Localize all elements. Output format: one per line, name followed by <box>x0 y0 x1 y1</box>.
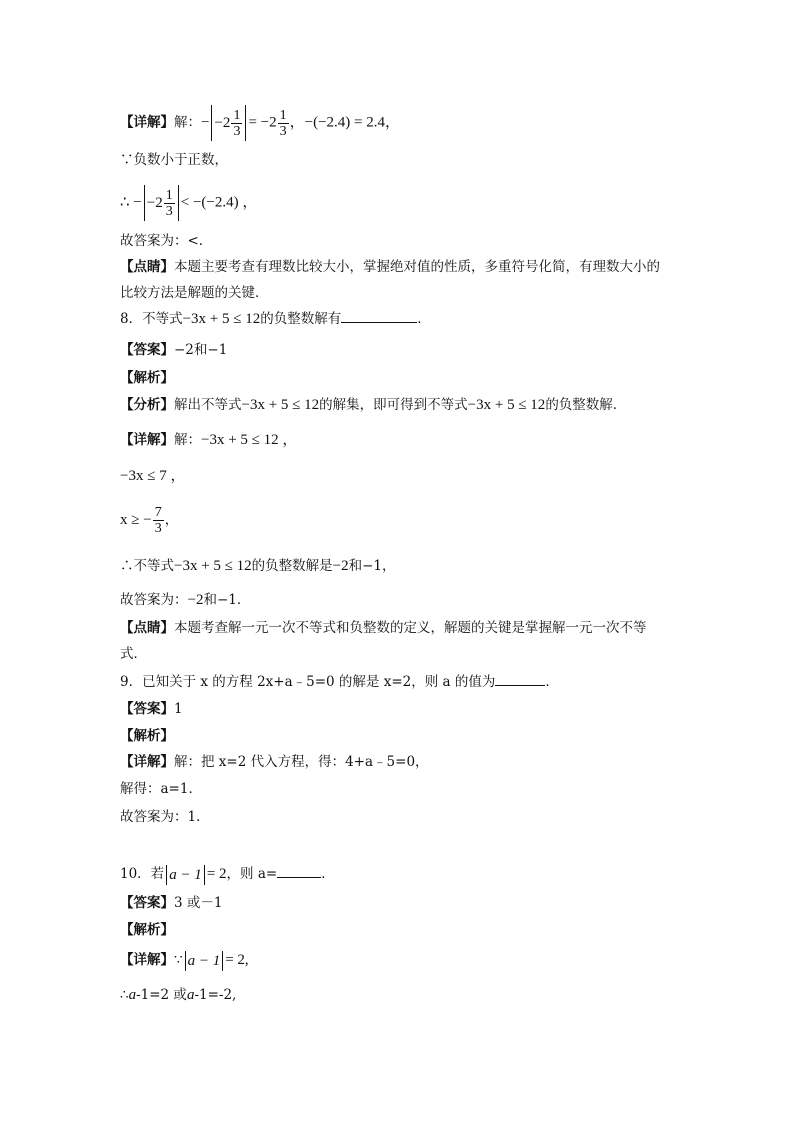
frac-den: 3 <box>233 124 241 140</box>
m2: −3x + 5 ≤ 12 <box>467 397 546 413</box>
fraction <box>231 108 242 139</box>
math-minus: − <box>201 114 210 131</box>
abs-value: a − 1 <box>185 951 224 971</box>
fraction <box>164 188 175 219</box>
comment-8b: 式． <box>120 646 147 662</box>
detail-eq: = 2, <box>225 952 249 968</box>
abs-value <box>144 185 179 221</box>
answer-tag: 【答案】 <box>120 895 174 911</box>
t3: 和−1， <box>348 558 396 574</box>
q-eq: = 2 <box>206 866 227 882</box>
detail-tag: 【详解】 <box>120 754 174 770</box>
q-end: ． <box>417 311 431 327</box>
step-10 <box>120 985 236 1005</box>
detail-tag: 【详解】 <box>120 114 174 131</box>
detail-line-1 <box>120 105 400 141</box>
math-int: −2 <box>146 195 163 211</box>
answer-tag: 【答案】 <box>120 342 174 358</box>
math-eq: = −2 <box>248 114 277 131</box>
step-8d <box>120 590 250 610</box>
t3: 的负整数解． <box>545 397 627 413</box>
step-8c <box>120 556 396 576</box>
q-text: 10．若 <box>120 866 165 882</box>
frac-den: 3 <box>165 204 173 220</box>
answer-blank <box>277 865 321 878</box>
m1: −3x + 5 ≤ 12 <box>241 397 320 413</box>
math-compare: < −(−2.4) ， <box>180 194 258 211</box>
frac-den: 3 <box>154 521 162 536</box>
m1: −2 <box>187 592 204 608</box>
analysis-tag-8: 【解析】 <box>120 370 174 386</box>
question-10 <box>120 864 335 885</box>
answer-text: 3 或－1 <box>174 895 223 911</box>
fraction <box>153 505 164 536</box>
text-solution: 解： <box>174 114 201 131</box>
detail-9 <box>120 752 429 772</box>
fraction-2 <box>278 108 289 139</box>
comment-tag: 【点睛】 <box>120 620 174 636</box>
detail-pre: 解： <box>174 432 201 448</box>
q-math: −3x + 5 ≤ 12 <box>182 311 261 327</box>
t1: 故答案为： <box>120 592 188 608</box>
abs-value: a − 1 <box>166 865 205 885</box>
frac-num: 1 <box>279 107 287 123</box>
answer-9 <box>120 699 183 719</box>
detail-math: −3x + 5 ≤ 12 ， <box>201 432 298 448</box>
frac-num: 7 <box>154 505 162 520</box>
t3: -1=-2, <box>194 987 237 1003</box>
therefore-line <box>120 185 257 221</box>
question-9 <box>120 672 559 692</box>
comment-text: 本题考查解一元一次不等式和负整数的定义，解题的关键是掌握解一元一次不等 <box>174 620 647 636</box>
t1: 解出不等式 <box>174 397 242 413</box>
detail-10 <box>120 950 249 971</box>
math-compare: ，−(−2.4) = 2.4， <box>289 114 400 131</box>
t2: 的负整数解是 <box>251 558 333 574</box>
analysis-tag-9: 【解析】 <box>120 728 174 744</box>
question-8 <box>120 309 431 329</box>
step-8a: −3x ≤ 7 ， <box>120 468 186 484</box>
answer-blank <box>341 310 417 323</box>
frac-num: 1 <box>233 108 241 124</box>
answer-10 <box>120 893 222 913</box>
m2: a <box>186 987 195 1003</box>
detail-8 <box>120 430 297 450</box>
answer-text: −2和−1 <box>174 342 228 358</box>
line-negative: ∵负数小于正数， <box>120 152 228 168</box>
step-9a: 解得：a=1． <box>120 781 202 797</box>
t2: -1=2 或 <box>136 987 187 1003</box>
q-text-2: 的负整数解有 <box>260 311 342 327</box>
step-post: ， <box>164 512 179 528</box>
q-end: ． <box>545 674 559 690</box>
answer-line: 故答案为：<． <box>120 233 213 249</box>
abs-value <box>211 105 246 141</box>
q-text: 9．已知关于 x 的方程 2x+a﹣5=0 的解是 x=2，则 a 的值为 <box>120 674 496 690</box>
frac-num: 1 <box>165 188 173 204</box>
q-text: 8．不等式 <box>120 311 183 327</box>
step-9b: 故答案为：1． <box>120 809 210 825</box>
detail-tag: 【详解】 <box>120 432 174 448</box>
analysis-tag-10: 【解析】 <box>120 922 174 938</box>
m1: a <box>128 987 137 1003</box>
answer-text: 1 <box>174 701 183 717</box>
math-pre: ∴ − <box>120 194 142 211</box>
comment-text: 本题主要考查有理数比较大小，掌握绝对值的性质，多重符号化简，有理数大小的 <box>174 259 660 275</box>
m2: −2 <box>332 558 349 574</box>
step-8b <box>120 505 178 536</box>
detail-tag: 【详解】 <box>120 952 174 968</box>
comment-line-1 <box>120 257 660 277</box>
because: ∵ <box>174 952 183 968</box>
t1: ∴不等式 <box>120 558 174 574</box>
answer-blank <box>495 673 545 686</box>
step-math: x ≥ − <box>120 512 152 528</box>
comment-tag: 【点睛】 <box>120 259 174 275</box>
answer-tag: 【答案】 <box>120 701 174 717</box>
comment-line-2: 比较方法是解题的关键． <box>120 285 269 301</box>
analysis-8 <box>120 395 626 415</box>
t1: ∴ <box>120 987 129 1003</box>
m1: −3x + 5 ≤ 12 <box>174 558 252 574</box>
t2: 的解集，即可得到不等式 <box>319 397 468 413</box>
detail-text: 解：把 x=2 代入方程，得：4+a﹣5=0， <box>174 754 429 770</box>
comment-8a <box>120 618 647 638</box>
analysis-tag: 【分析】 <box>120 397 174 413</box>
t2: 和−1． <box>203 592 251 608</box>
q-post: ，则 a= <box>226 866 278 882</box>
math-int: −2 <box>214 115 231 131</box>
frac-den: 3 <box>279 123 287 139</box>
q-end: ． <box>321 866 335 882</box>
answer-8 <box>120 340 227 360</box>
